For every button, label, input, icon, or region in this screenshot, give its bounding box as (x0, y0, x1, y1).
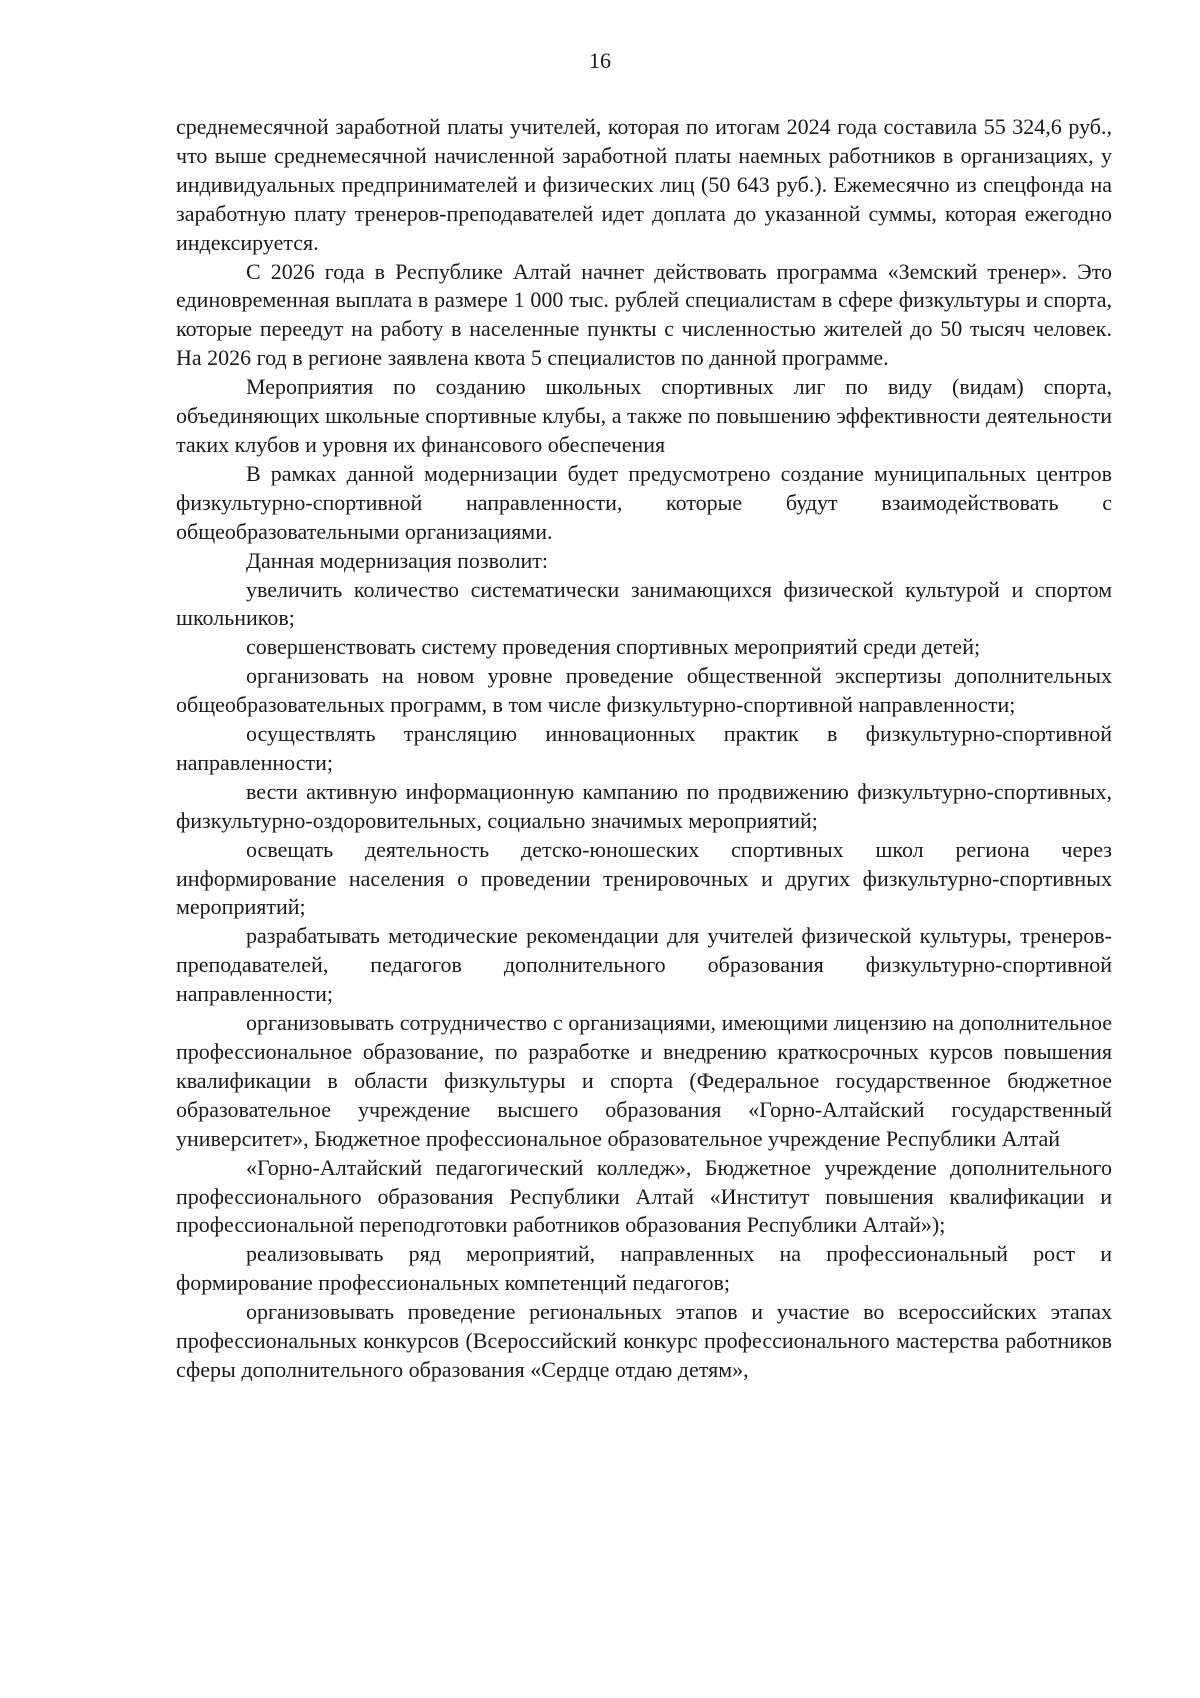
list-item-public-expertise: организовать на новом уровне проведение общественной экспертизы дополнительных общеобразовательных программ, в том числе физкультурно-спортивной направленности; (176, 663, 1112, 718)
list-item-innovation-practices: осуществлять трансляцию инновационных практик в физкультурно-спортивной направленности; (176, 721, 1112, 775)
list-item-cooperation-training: организовывать сотрудничество с организациями, имеющими лицензию на дополнительное профессиональное образование, по разработке и внедрению краткосрочных курсов повышения квалификации в области физкультуры и спорта (Федеральное государственное бюджетное образовательное учреждение высшего образования «Горно-Алтайский государственный университет», Бюджетное профессиональное образовательное учреждение Республики Алтай (176, 1010, 1112, 1151)
list-item-professional-contests: организовывать проведение региональных этапов и участие во всероссийских этапах профессиональных конкурсов (Всероссийский конкурс профессионального мастерства работников сферы дополнительного образования «Сердце отдаю детям», (176, 1299, 1112, 1382)
paragraph-zemsky-trainer: С 2026 года в Республике Алтай начнет действовать программа «Земский тренер». Это единовременная выплата в размере 1 000 тыс. рублей специалистам в сфере физкультуры и спорта, которые переедут на работу в населенные пункты с численностью жителей до 50 тысяч человек. На 2026 год в регионе заявлена квота 5 специалистов по данной программе. (176, 258, 1112, 371)
list-item-professional-growth: реализовывать ряд мероприятий, направленных на профессиональный рост и формирование профессиональных компетенций педагогов; (176, 1241, 1112, 1296)
paragraph-municipal-centers: В рамках данной модернизации будет предусмотрено создание муниципальных центров физкультурно-спортивной направленности, которые будут взаимодействовать с общеобразовательными организациями. (176, 460, 1112, 544)
paragraph-modernization-intro: Данная модернизация позволит: (246, 547, 549, 573)
list-item-information-campaign: вести активную информационную кампанию по продвижению физкультурно-спортивных, физкультурно-оздоровительных, социально значимых мероприятий; (176, 778, 1112, 833)
document-body (176, 113, 1112, 1385)
paragraph-school-leagues: Мероприятия по созданию школьных спортивных лиг по виду (видам) спорта, объединяющих школьные спортивные клубы, а также по повышению эффективности деятельности таких клубов и уровня их финансового обеспечения (176, 374, 1112, 457)
paragraph-salary-continuation: среднемесячной заработной платы учителей, которая по итогам 2024 года составила 55 324,6 руб., что выше среднемесячной начисленной заработной платы наемных работников в организациях, у индивидуальных предпринимателей и физических лиц (50 643 руб.). Ежемесячно из спецфонда на заработную плату тренеров-преподавателей идет доплата до указанной суммы, которая ежегодно индексируется. (176, 114, 1112, 255)
page-number: 16 (589, 48, 611, 73)
list-item-methodical-recommendations: разрабатывать методические рекомендации для учителей физической культуры, тренеров-преподавателей, педагогов дополнительного образования физкультурно-спортивной направленности; (176, 923, 1112, 1007)
list-item-increase-participation: увеличить количество систематически занимающихся физической культурой и спортом школьников; (176, 576, 1112, 631)
list-item-improve-events: совершенствовать систему проведения спортивных мероприятий среди детей; (246, 634, 981, 660)
list-item-sports-schools-coverage: освещать деятельность детско-юношеских спортивных школ региона через информирование населения о проведении тренировочных и других физкультурно-спортивных мероприятий; (176, 836, 1112, 920)
paragraph-college-institute: «Горно-Алтайский педагогический колледж», Бюджетное учреждение дополнительного профессионального образования Республики Алтай «Институт повышения квалификации и профессиональной переподготовки работников образования Республики Алтай»); (176, 1154, 1112, 1238)
